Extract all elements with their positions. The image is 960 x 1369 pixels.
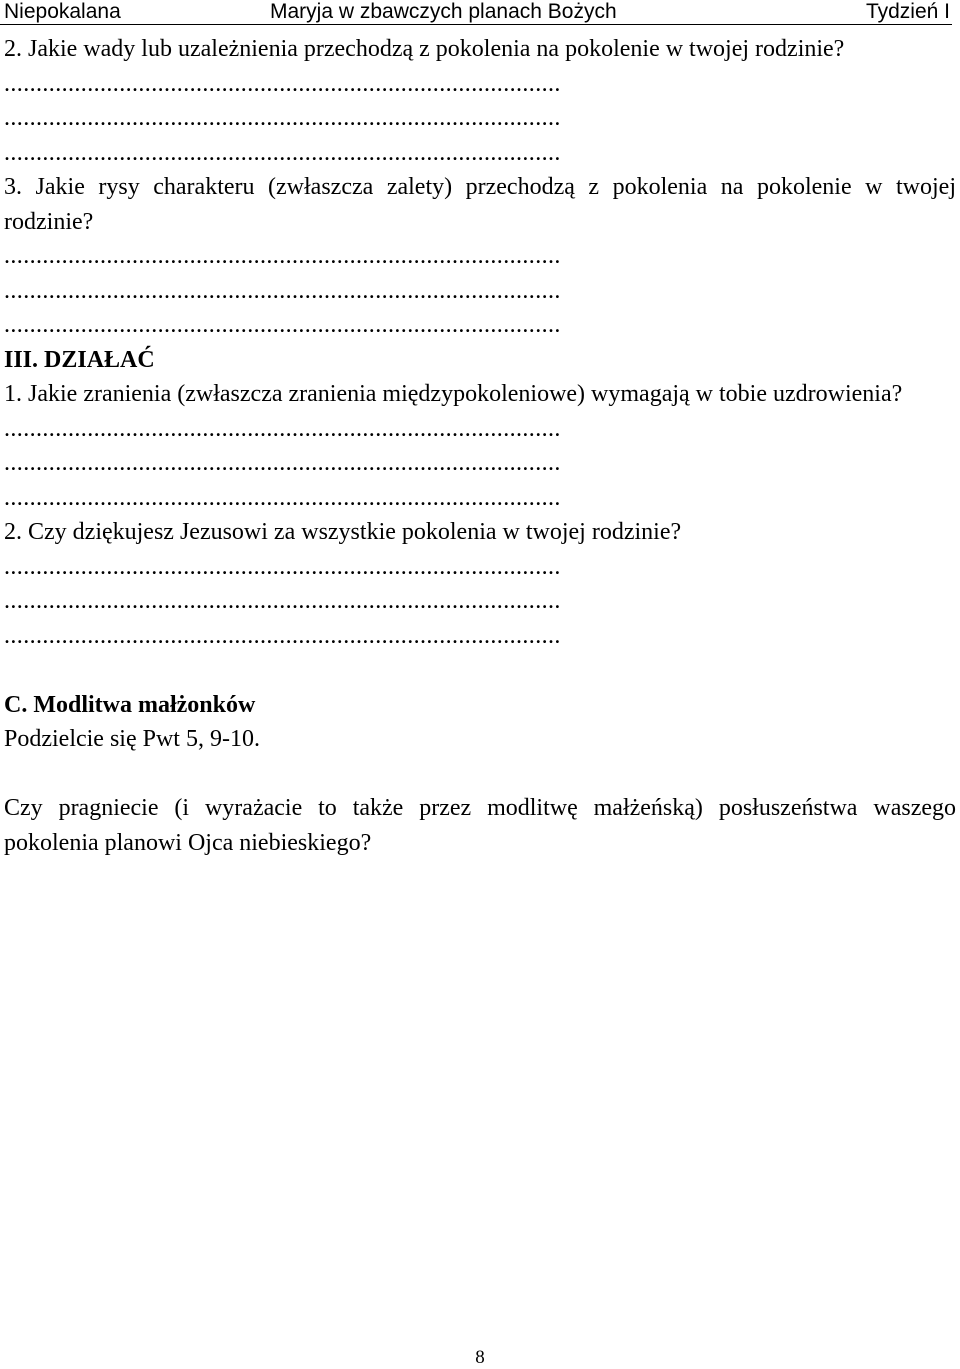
spacer [4, 757, 956, 792]
answer-line: ....................................................................................... [4, 553, 561, 580]
answer-line: ....................................................................................... [4, 139, 561, 166]
answer-line: ....................................................................................... [4, 588, 561, 614]
section-c-heading: C. Modlitwa małżonków [4, 691, 256, 718]
section-c-question: Czy pragniecie (i wyrażacie to także przez modlitwę małżeńską) posłuszeństwa waszego pokolenia planowi Ojca niebieskiego? [4, 795, 956, 856]
question-3: 3. Jakie rysy charakteru (zwłaszcza zalety) przechodzą z pokolenia na pokolenie w twojej rodzinie? [4, 174, 956, 235]
answer-line: ....................................................................................... [4, 415, 561, 442]
answer-line: ....................................................................................... [4, 450, 561, 476]
header-left: Niepokalana [4, 0, 121, 23]
answer-line: ....................................................................................... [4, 105, 561, 131]
question-2: 2. Jakie wady lub uzależnienia przechodzą z pokolenia na pokolenie w twojej rodzinie? [4, 36, 845, 62]
spacer [4, 653, 956, 688]
section3-question-2: 2. Czy dziękujesz Jezusowi za wszystkie pokolenia w twojej rodzinie? [4, 519, 682, 545]
scripture-reference: Podzielcie się Pwt 5, 9-10. [4, 726, 260, 752]
answer-line: ....................................................................................... [4, 312, 561, 338]
page-header [0, 0, 952, 25]
answer-line: ....................................................................................... [4, 277, 561, 304]
section-heading: III. DZIAŁAĆ [4, 346, 155, 373]
header-right: Tydzień I [865, 0, 950, 23]
section3-question-1: 1. Jakie zranienia (zwłaszcza zranienia międzypokoleniowe) wymagają w tobie uzdrowienia? [4, 381, 903, 407]
answer-line: ....................................................................................... [4, 484, 561, 511]
page-number: 8 [475, 1347, 485, 1368]
answer-line: ....................................................................................... [4, 243, 561, 269]
answer-line: ....................................................................................... [4, 70, 561, 97]
answer-line: ....................................................................................... [4, 622, 561, 649]
document-body [4, 32, 956, 860]
header-title: Maryja w zbawczych planach Bożych [270, 0, 617, 23]
